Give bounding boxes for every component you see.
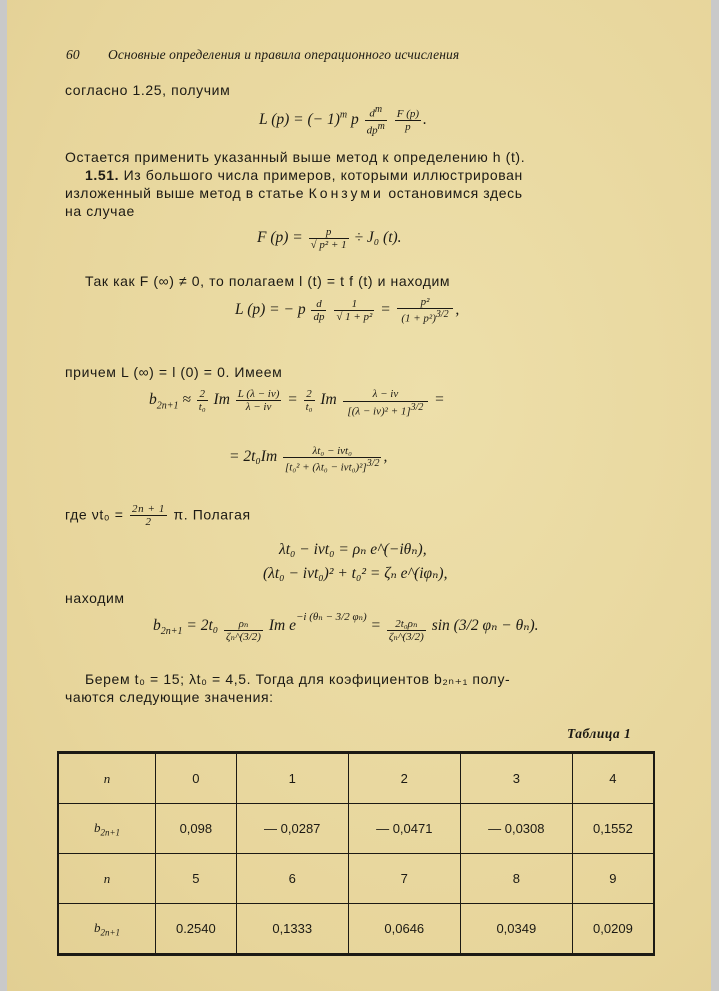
table-cell: 8 [460, 854, 572, 904]
eq-term: t₀ [198, 401, 206, 414]
fraction [343, 388, 429, 417]
eq-term: , [383, 447, 388, 465]
eq-term: −i (θₙ − 3/2 φₙ) [295, 611, 367, 623]
eq-term: λt₀ − iνt₀ [283, 445, 381, 458]
table-cell: 0,1552 [572, 804, 654, 854]
eq-term: Im e [268, 617, 296, 634]
text-line: Остается применить указанный выше метод к определению h (t). [65, 149, 526, 165]
fraction [309, 226, 349, 251]
eq-term: 2n+1 [100, 927, 121, 938]
fraction [311, 298, 326, 323]
eq-term: t₀ [305, 401, 313, 414]
text-line: находим [65, 590, 125, 606]
fraction [365, 104, 387, 137]
text-line: Так как F (∞) ≠ 0, то полагаем l (t) = t f (t) и находим [85, 273, 451, 289]
table-cell: 0,098 [156, 804, 237, 854]
table-cell: 0,0349 [460, 904, 572, 955]
eq-term: √ 1 + p² [336, 310, 373, 323]
eq-term: = [380, 300, 391, 318]
table-row [58, 904, 654, 955]
eq-term: 2n+1 [156, 400, 179, 412]
equation-7: (λt₀ − iνt₀)² + t₀² = ζₙ e^(iφₙ), [263, 565, 448, 582]
eq-term: 3/2 [410, 401, 424, 413]
eq-term: 2n+1 [160, 626, 183, 638]
eq-term: Im [320, 391, 337, 409]
row-label-b [58, 804, 156, 854]
eq-term: ρₙ [224, 618, 263, 631]
table-cell: 7 [348, 854, 460, 904]
text-line: Из большого числа примеров, которыми иллюстрирован [123, 167, 523, 183]
table-row [58, 804, 654, 854]
eq-term: L (p) = (− 1) [259, 110, 340, 128]
equation-6: λt₀ − iνt₀ = ρₙ e^(−iθₙ), [279, 541, 427, 558]
running-header [66, 47, 459, 63]
eq-term: = [287, 391, 298, 409]
text-line: чаются следующие значения: [65, 689, 274, 705]
equation-3 [235, 296, 459, 325]
eq-term: m [374, 104, 383, 115]
table-row [58, 753, 654, 804]
book-page [7, 0, 711, 991]
eq-term: ≈ [182, 391, 191, 409]
table-1 [57, 751, 655, 956]
eq-term: sin (3/2 φₙ − θₙ). [431, 617, 539, 634]
eq-term: 2n + 1 [132, 503, 166, 515]
eq-term: = [434, 391, 445, 409]
eq-term: ÷ J₀ (t). [354, 229, 402, 247]
eq-term: λ − iν [245, 401, 272, 414]
table-row [58, 854, 654, 904]
table-cell: 6 [236, 854, 348, 904]
eq-term: 2 [197, 388, 208, 401]
fraction [283, 445, 381, 474]
row-label-b [58, 904, 156, 955]
eq-term: 2 [145, 516, 152, 529]
table-cell: 2 [348, 753, 460, 804]
text-line: согласно 1.25, получим [65, 82, 231, 98]
row-label-n: n [58, 854, 156, 904]
eq-term: λ − iν [343, 388, 429, 401]
text-line: остановимся здесь [388, 185, 523, 201]
eq-term: 2 [304, 388, 315, 401]
eq-term: = 2t₀ [186, 617, 219, 634]
eq-term: 2n+1 [100, 827, 121, 838]
eq-term: L (λ − iν) [237, 388, 280, 400]
equation-2 [257, 226, 402, 251]
eq-term: √ p² + 1 [310, 239, 347, 252]
eq-term: b [93, 819, 101, 835]
eq-term: ζₙ^(3/2) [226, 631, 261, 643]
eq-term: b [149, 391, 157, 409]
eq-term: . [423, 110, 427, 128]
row-label-n: n [58, 753, 156, 804]
paragraph-151-line-1 [85, 167, 523, 183]
eq-term: ζₙ^(3/2) [388, 631, 424, 643]
fraction [395, 108, 421, 133]
eq-term: F (p) = [257, 229, 303, 247]
paragraph-number: 1.51. [85, 167, 120, 183]
table-cell: 0,1333 [236, 904, 348, 955]
table-cell: 9 [572, 854, 654, 904]
fraction [130, 503, 167, 528]
eq-term: m [377, 120, 385, 132]
table-cell: 3 [460, 753, 572, 804]
eq-term: 3/2 [366, 458, 380, 470]
paragraph-151-line-2 [65, 185, 523, 201]
table-cell: 4 [572, 753, 654, 804]
eq-term: = [370, 617, 382, 634]
equation-4 [149, 388, 445, 417]
eq-term: m [339, 109, 348, 121]
table-cell: 5 [156, 854, 237, 904]
table-cell: — 0,0308 [460, 804, 572, 854]
table-cell: 1 [236, 753, 348, 804]
table-cell: 0,0209 [572, 904, 654, 955]
table-cell: 0.2540 [156, 904, 237, 955]
running-title: Основные определения и правила операционного исчисления [108, 47, 460, 62]
eq-term: (1 + p²) [401, 312, 436, 325]
text-line-where [65, 503, 251, 528]
eq-term: p² [397, 296, 454, 309]
fraction [236, 388, 282, 413]
eq-term: = 2t₀Im [229, 447, 278, 465]
table-cell: — 0,0287 [236, 804, 348, 854]
equation-8 [153, 610, 539, 643]
eq-term: [t₀² + (λt₀ − iνt₀)²] [285, 461, 367, 474]
eq-term: F (p) [396, 107, 420, 120]
eq-term: d [311, 298, 326, 311]
page-number: 60 [66, 47, 80, 62]
eq-term: 3/2 [435, 309, 449, 321]
equation-5 [229, 445, 387, 474]
text-line: на случае [65, 203, 135, 219]
table-cell: 0 [156, 753, 237, 804]
eq-term: 2t₀ρₙ [387, 618, 426, 631]
fraction [304, 388, 315, 413]
fraction [387, 618, 426, 643]
text-line: причем L (∞) = l (0) = 0. Имеем [65, 364, 283, 380]
author-name: Конзуми [308, 185, 384, 201]
eq-term: Im [213, 391, 230, 409]
eq-term: L (p) = − p [235, 300, 306, 318]
eq-term: , [455, 300, 460, 318]
eq-term: p [309, 226, 349, 239]
eq-term: π. Полагая [173, 506, 251, 523]
table-cell: 0,0646 [348, 904, 460, 955]
eq-term: где νt₀ = [65, 506, 124, 523]
eq-term: dp [313, 310, 325, 323]
eq-term: [(λ − iν)² + 1] [347, 405, 411, 418]
fraction [224, 618, 263, 643]
eq-term: p [405, 120, 411, 133]
eq-term: b [93, 919, 101, 935]
eq-term: p [351, 110, 359, 128]
table-caption: Таблица 1 [567, 726, 632, 741]
equation-1 [259, 104, 427, 137]
eq-term: dp [366, 124, 378, 137]
eq-term: 1 [334, 298, 374, 311]
fraction [334, 298, 374, 323]
eq-term: b [153, 617, 161, 634]
table-cell: — 0,0471 [348, 804, 460, 854]
fraction [197, 388, 208, 413]
text-line: Берем t₀ = 15; λt₀ = 4,5. Тогда для коэфициентов b₂ₙ₊₁ полу- [85, 671, 511, 687]
text-line: изложенный выше метод в статье [65, 185, 305, 201]
fraction [397, 296, 454, 325]
eq-term: d [369, 107, 375, 120]
